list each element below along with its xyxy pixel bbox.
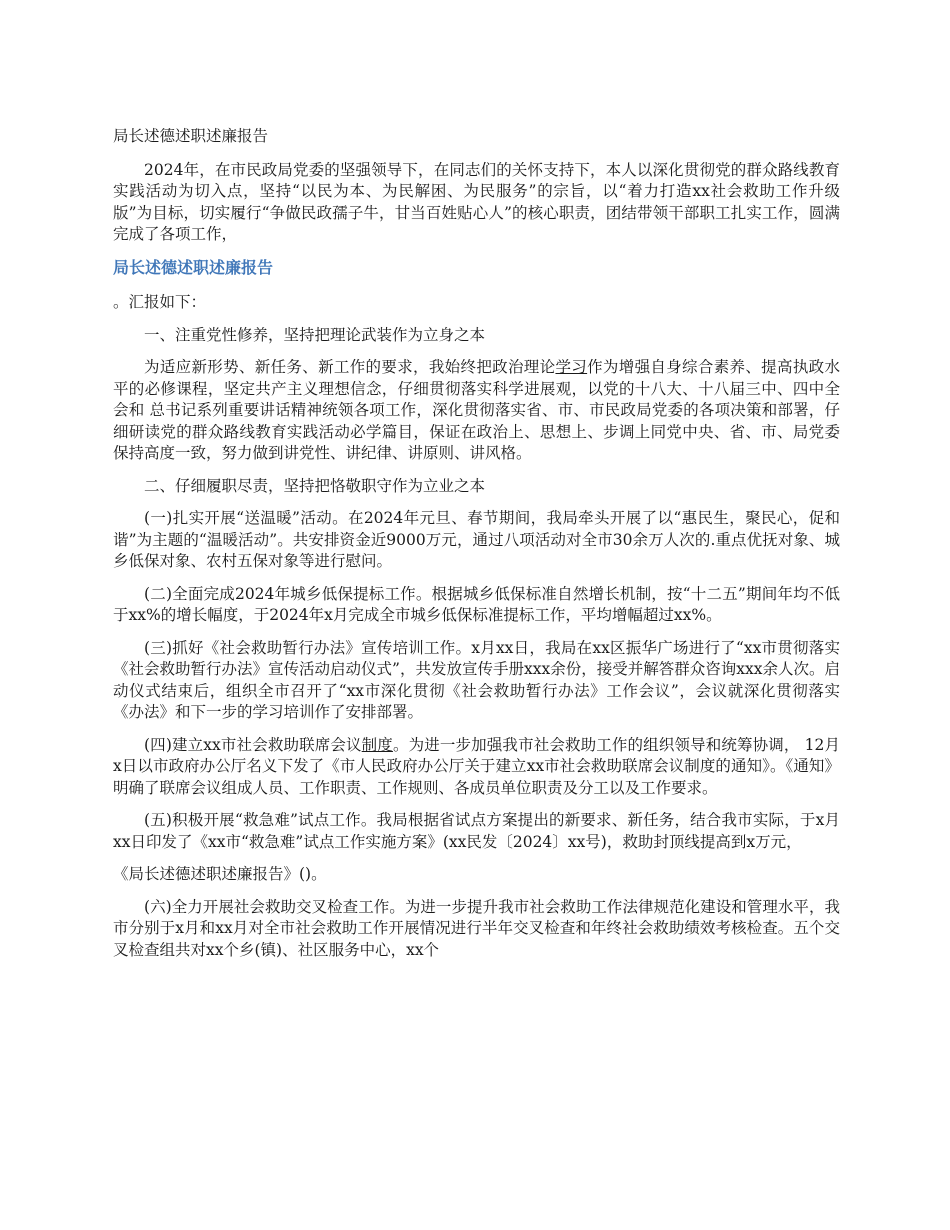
item2-paragraph: (二)全面完成2024年城乡低保提标工作。根据城乡低保标准自然增长机制，按“十二五”期间年均不低于xx%的增长幅度，于2024年x月完成全市城乡低保标准提标工作，平均增幅超过xx%。: [113, 584, 840, 624]
study-link[interactable]: 学习: [555, 358, 588, 376]
section1-text-start: 为适应新形势、新任务、新工作的要求，我始终把政治理论: [144, 358, 556, 376]
item3-paragraph: (三)抓好《社会救助暂行办法》宣传培训工作。x月xx日，我局在xx区振华广场进行了“xx市贯彻落实《社会救助暂行办法》宣传活动启动仪式”，共发放宣传手册xxx余份，接受并解答群众咨询xxx余人次。启动仪式结束后，组织全市召开了“xx市深化贯彻《社会救助暂行办法》工作会议”，会议就深化贯彻落实《办法》和下一步的学习培训作了安排部署。: [113, 638, 840, 721]
item1-paragraph: (一)扎实开展“送温暖”活动。在2024年元旦、春节期间，我局牵头开展了以“惠民生，聚民心，促和谐”为主题的“温暖活动”。共安排资金近9000万元，通过八项活动对全市30余万人次的.重点优抚对象、城乡低保对象、农村五保对象等进行慰问。: [113, 509, 840, 570]
item4-paragraph: [113, 735, 840, 800]
report-intro: 。汇报如下：: [113, 293, 207, 311]
item4-text-start: (四)建立xx市社会救助联席会议: [144, 735, 362, 754]
section1-heading: 一、注重党性修养，坚持把理论武装作为立身之本: [144, 325, 486, 344]
intro-paragraph: 2024年，在市民政局党委的坚强领导下，在同志们的关怀支持下，本人以深化贯彻党的群众路线教育实践活动为切入点，坚持“以民为本、为民解困、为民服务”的宗旨，以“着力打造xx社会救助工作升级版”为目标，切实履行“争做民政孺子牛，甘当百姓贴心人”的核心职责，团结带领干部职工扎实工作，圆满完成了各项工作，: [113, 160, 840, 243]
source-line: 《局长述德述职述廉报告》()。: [113, 865, 327, 883]
item5-paragraph: (五)积极开展“救急难”试点工作。我局根据省试点方案提出的新要求、新任务，结合我市实际，于x月xx日印发了《xx市“救急难”试点工作实施方案》(xx民发〔2024〕xx号)，救助封顶线提高到x万元，: [113, 811, 840, 851]
item6-paragraph: (六)全力开展社会救助交叉检查工作。为进一步提升我市社会救助工作法律规范化建设和管理水平，我市分别于x月和xx月对全市社会救助工作开展情况进行半年交叉检查和年终社会救助绩效考核检查。五个交叉检查组共对xx个乡(镇)、社区服务中心，xx个: [113, 897, 840, 959]
section1-paragraph: [113, 357, 840, 465]
document-title-line: 局长述德述职述廉报告: [113, 127, 269, 145]
section1-text-end: 作为增强自身综合素养、提高执政水平的必修课程，坚定共产主义理想信念，仔细贯彻落实科学进展观，以党的十八大、十八届三中、四中全会和 总书记系列重要讲话精神统领各项工作，深化贯彻落实省、市、市民政局党委的各项决策和部署，仔细研读党的群众路线教育实践活动必学篇目，保证在政治上、思想上、步调上同党中央、省、市、局党委保持高度一致，努力做到讲党性、讲纪律、讲原则、讲风格。: [113, 358, 840, 462]
report-heading: 局长述德述职述廉报告: [113, 257, 274, 277]
system-link[interactable]: 制度: [361, 735, 393, 754]
item4-text-end: 。为进一步加强我市社会救助工作的组织领导和统筹协调， 12月x日以市政府办公厅名义下发了《市人民政府办公厅关于建立xx市社会救助联席会议制度的通知》。《通知》明确了联席会议组成人员、工作职责、工作规则、各成员单位职责及分工以及工作要求。: [113, 735, 840, 797]
section2-heading: 二、仔细履职尽责，坚持把恪敬职守作为立业之本: [144, 476, 486, 495]
document-body: [113, 126, 840, 972]
